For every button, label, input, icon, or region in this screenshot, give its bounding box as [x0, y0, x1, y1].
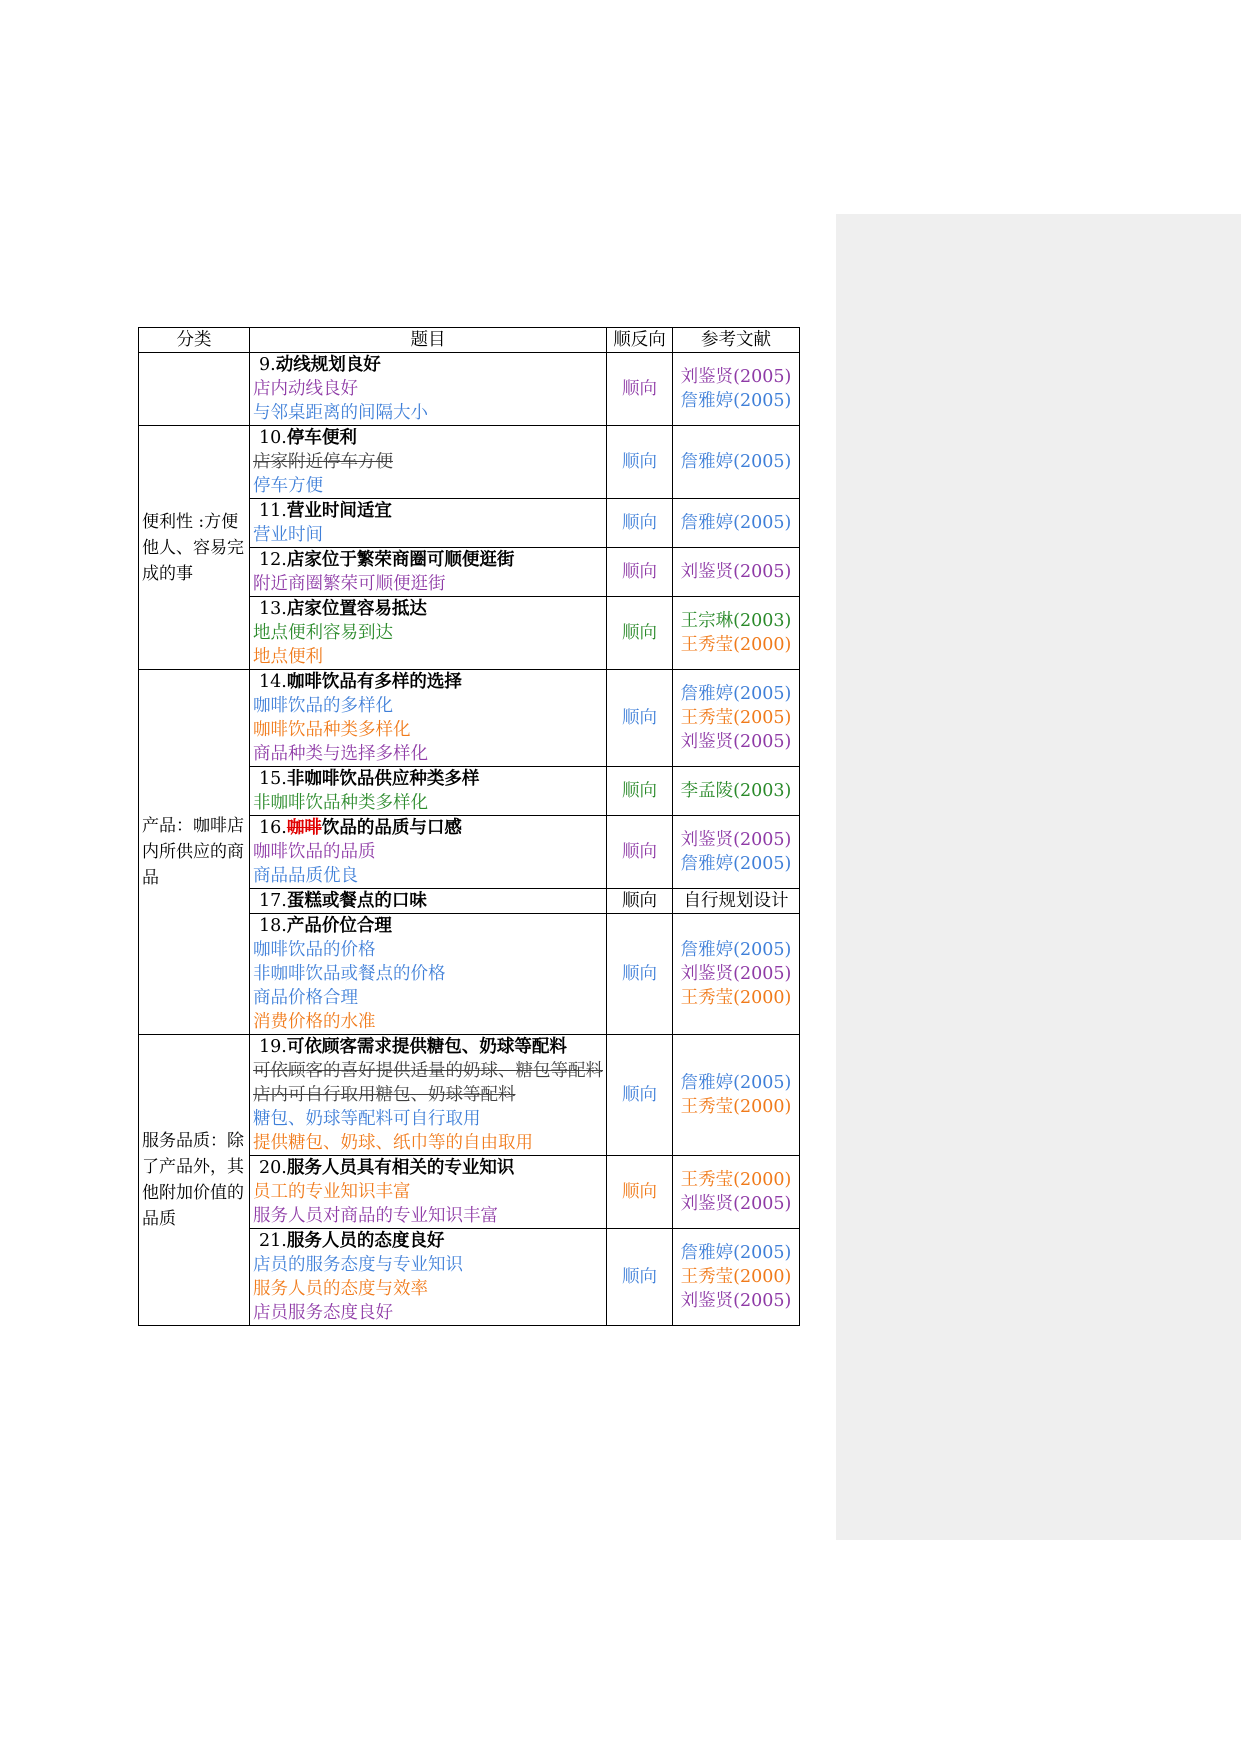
reference-cell — [673, 1035, 800, 1156]
item-title — [253, 426, 603, 450]
item-source-line: 咖啡饮品的多样化 — [253, 696, 393, 716]
item-source-line: 咖啡饮品的品质 — [253, 842, 376, 862]
item-cell — [250, 767, 607, 816]
item-source-line: 商品种类与选择多样化 — [253, 744, 428, 764]
reference-cell — [673, 353, 800, 426]
item-source-line: 服务人员对商品的专业知识丰富 — [253, 1206, 498, 1226]
reference-entry: 王秀莹(2000) — [680, 635, 792, 655]
table-row — [139, 353, 800, 426]
category-cell: 产品：咖啡店内所供应的商品 — [139, 670, 250, 1035]
item-cell — [250, 548, 607, 597]
item-title — [253, 548, 603, 572]
item-source-line: 服务人员的态度与效率 — [253, 1279, 428, 1299]
item-title-text: 停车便利 — [286, 428, 357, 448]
reference-cell — [673, 499, 800, 548]
item-source-line: 店内动线良好 — [253, 379, 358, 399]
item-title — [253, 1156, 603, 1180]
item-title-text: 产品价位合理 — [286, 916, 392, 936]
item-number: 13. — [259, 599, 287, 619]
item-source-line: 员工的专业知识丰富 — [253, 1182, 411, 1202]
reference-entry: 王秀莹(2005) — [680, 708, 792, 728]
item-title-text: 营业时间适宜 — [286, 501, 392, 521]
item-source-line: 咖啡饮品的价格 — [253, 940, 376, 960]
item-source-line: 与邻桌距离的间隔大小 — [253, 403, 428, 423]
direction-cell: 顺向 — [607, 1156, 673, 1229]
reference-cell — [673, 767, 800, 816]
category-cell: 服务品质：除了产品外，其他附加价值的品质 — [139, 1035, 250, 1326]
reference-entry: 李孟陵(2003) — [680, 781, 792, 801]
item-cell — [250, 597, 607, 670]
reference-entry: 詹雅婷(2005) — [680, 854, 792, 874]
reference-entry: 王秀莹(2000) — [680, 1170, 792, 1190]
reference-cell — [673, 889, 800, 914]
direction-cell: 顺向 — [607, 1229, 673, 1326]
header-references: 参考文献 — [673, 328, 800, 353]
reference-entry: 刘鉴贤(2005) — [680, 1291, 792, 1311]
item-number: 19. — [259, 1037, 287, 1057]
reference-entry: 詹雅婷(2005) — [680, 513, 792, 533]
item-cell — [250, 914, 607, 1035]
direction-cell: 顺向 — [607, 597, 673, 670]
item-source-line: 商品价格合理 — [253, 988, 358, 1008]
reference-cell — [673, 426, 800, 499]
item-cell — [250, 353, 607, 426]
item-title-text: 非咖啡饮品供应种类多样 — [286, 769, 480, 789]
direction-cell: 顺向 — [607, 670, 673, 767]
reference-entry: 詹雅婷(2005) — [680, 940, 792, 960]
item-number: 12. — [259, 550, 287, 570]
item-source-line: 店家附近停车方便 — [253, 452, 393, 472]
item-number: 14. — [259, 672, 287, 692]
item-cell — [250, 816, 607, 889]
item-source-line: 停车方便 — [253, 476, 323, 496]
table-row — [139, 1035, 800, 1156]
reference-entry: 自行规划设计 — [683, 891, 789, 911]
item-source-line: 店员的服务态度与专业知识 — [253, 1255, 463, 1275]
table-row — [139, 670, 800, 767]
item-number: 10. — [259, 428, 287, 448]
item-title — [253, 499, 603, 523]
reference-entry: 王秀莹(2000) — [680, 1267, 792, 1287]
reference-entry: 刘鉴贤(2005) — [680, 1194, 792, 1214]
item-title — [253, 1035, 603, 1059]
item-number: 11. — [259, 501, 287, 521]
table-row — [139, 426, 800, 499]
item-number: 20. — [259, 1158, 287, 1178]
reference-cell — [673, 597, 800, 670]
item-source-line: 店员服务态度良好 — [253, 1303, 393, 1323]
item-title-struck: 咖啡 — [286, 818, 322, 838]
item-title — [253, 670, 603, 694]
table-header-row — [139, 328, 800, 353]
item-title-text: 动线规划良好 — [275, 355, 381, 375]
category-cell: 便利性 :方便他人、容易完成的事 — [139, 426, 250, 670]
reference-entry: 刘鉴贤(2005) — [680, 562, 792, 582]
item-number: 16. — [259, 818, 287, 838]
reference-entry: 王秀莹(2000) — [680, 1097, 792, 1117]
reference-entry: 刘鉴贤(2005) — [680, 830, 792, 850]
item-number: 9. — [259, 355, 276, 375]
item-title-text: 饮品的品质与口感 — [321, 818, 462, 838]
item-title — [253, 1229, 603, 1253]
item-source-line: 提供糖包、奶球、纸巾等的自由取用 — [253, 1133, 533, 1153]
item-cell — [250, 670, 607, 767]
item-source-line: 消费价格的水准 — [253, 1012, 376, 1032]
reference-entry: 詹雅婷(2005) — [680, 1243, 792, 1263]
item-title — [253, 816, 603, 840]
reference-cell — [673, 914, 800, 1035]
item-cell — [250, 1035, 607, 1156]
header-category: 分类 — [139, 328, 250, 353]
direction-cell: 顺向 — [607, 499, 673, 548]
reference-entry: 王宗琳(2003) — [680, 611, 792, 631]
reference-cell — [673, 1229, 800, 1326]
direction-cell: 顺向 — [607, 426, 673, 499]
reference-cell — [673, 670, 800, 767]
direction-cell: 顺向 — [607, 767, 673, 816]
item-source-line: 非咖啡饮品种类多样化 — [253, 793, 428, 813]
header-item: 题目 — [250, 328, 607, 353]
direction-cell: 顺向 — [607, 353, 673, 426]
item-cell — [250, 1156, 607, 1229]
item-cell — [250, 499, 607, 548]
reference-entry: 詹雅婷(2005) — [680, 452, 792, 472]
direction-cell: 顺向 — [607, 816, 673, 889]
category-cell — [139, 353, 250, 426]
reference-entry: 刘鉴贤(2005) — [680, 367, 792, 387]
item-title — [253, 767, 603, 791]
reference-cell — [673, 816, 800, 889]
item-cell — [250, 1229, 607, 1326]
reference-entry: 詹雅婷(2005) — [680, 684, 792, 704]
item-number: 21. — [259, 1231, 287, 1251]
item-source-line: 糖包、奶球等配料可自行取用 — [253, 1109, 481, 1129]
item-source-line: 非咖啡饮品或餐点的价格 — [253, 964, 446, 984]
header-direction: 顺反向 — [607, 328, 673, 353]
questionnaire-table — [138, 327, 800, 1326]
item-title — [253, 914, 603, 938]
reference-entry: 刘鉴贤(2005) — [680, 964, 792, 984]
reference-cell — [673, 548, 800, 597]
item-title-text: 咖啡饮品有多样的选择 — [286, 672, 462, 692]
item-title — [253, 889, 603, 913]
reference-entry: 詹雅婷(2005) — [680, 1073, 792, 1093]
item-cell — [250, 889, 607, 914]
item-source-line: 店内可自行取用糖包、奶球等配料 — [253, 1085, 516, 1105]
item-title-text: 服务人员的态度良好 — [286, 1231, 445, 1251]
item-number: 15. — [259, 769, 287, 789]
item-title-text: 服务人员具有相关的专业知识 — [286, 1158, 515, 1178]
direction-cell: 顺向 — [607, 1035, 673, 1156]
item-title-text: 店家位于繁荣商圈可顺便逛街 — [286, 550, 515, 570]
reference-entry: 詹雅婷(2005) — [680, 391, 792, 411]
item-cell — [250, 426, 607, 499]
item-number: 18. — [259, 916, 287, 936]
item-source-line: 地点便利 — [253, 647, 323, 667]
item-source-line: 可依顾客的喜好提供适量的奶球、糖包等配料 — [253, 1061, 603, 1081]
item-source-line: 营业时间 — [253, 525, 323, 545]
reference-entry: 刘鉴贤(2005) — [680, 732, 792, 752]
item-title-text: 蛋糕或餐点的口味 — [286, 891, 427, 911]
item-source-line: 地点便利容易到达 — [253, 623, 393, 643]
item-title-text: 店家位置容易抵达 — [286, 599, 427, 619]
item-number: 17. — [259, 891, 287, 911]
reference-cell — [673, 1156, 800, 1229]
comment-sidebar — [836, 214, 1241, 1540]
direction-cell: 顺向 — [607, 548, 673, 597]
item-title — [253, 597, 603, 621]
reference-entry: 王秀莹(2000) — [680, 988, 792, 1008]
item-source-line: 咖啡饮品种类多样化 — [253, 720, 411, 740]
item-source-line: 附近商圈繁荣可顺便逛街 — [253, 574, 446, 594]
item-title-text: 可依顾客需求提供糖包、奶球等配料 — [286, 1037, 567, 1057]
item-source-line: 商品品质优良 — [253, 866, 358, 886]
direction-cell: 顺向 — [607, 889, 673, 914]
item-title — [253, 353, 603, 377]
direction-cell: 顺向 — [607, 914, 673, 1035]
table-body — [139, 353, 800, 1326]
